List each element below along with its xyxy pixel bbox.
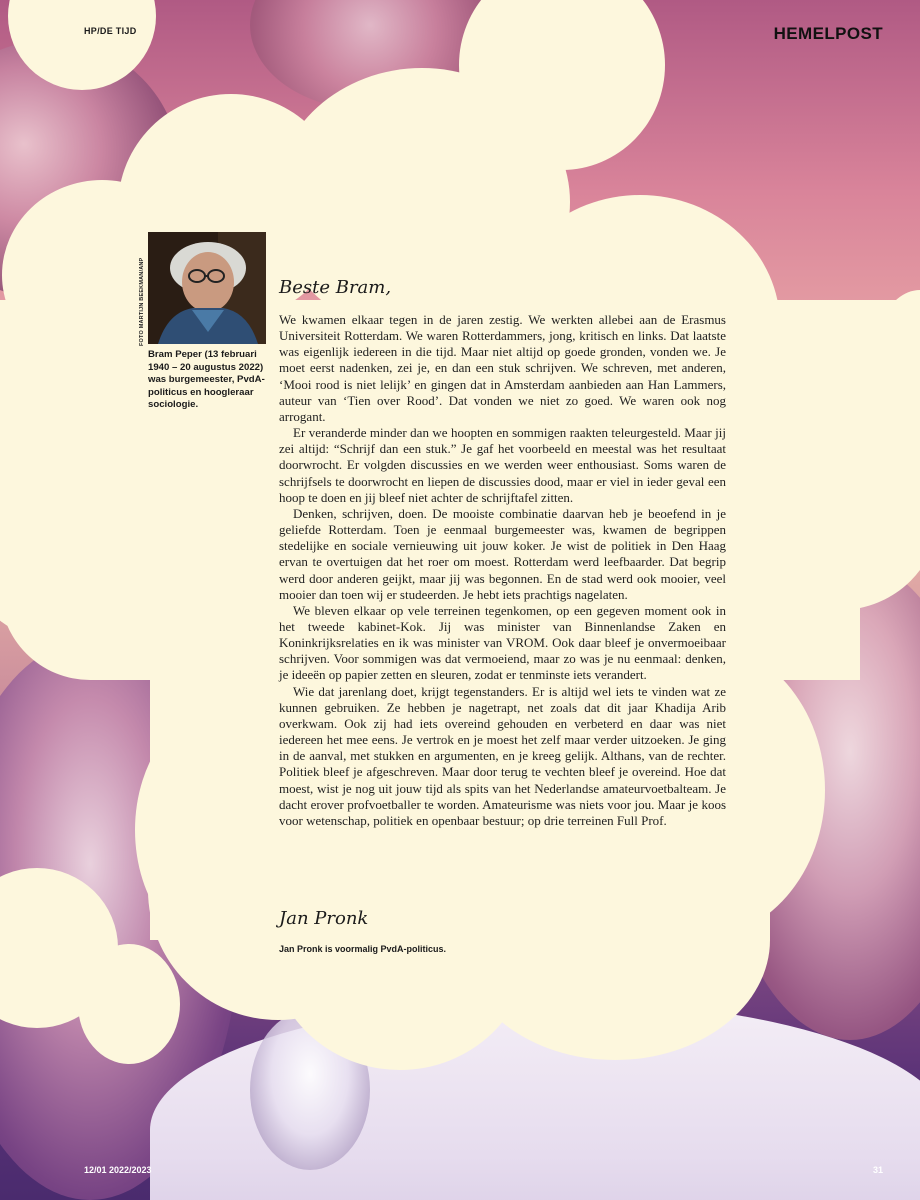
issue-date: 12/01 2022/2023 — [84, 1165, 152, 1175]
section-title: HEMELPOST — [773, 24, 883, 43]
portrait-photo — [148, 232, 266, 344]
letter-paragraph: Denken, schrijven, doen. De mooiste combinatie daarvan heb je beoefend in je geliefde Rotterdam. Toen je eenmaal burgemeester was, kwamen de begrippen stedelijke en sociale vernieuwing uit jouw koker. Je wist de politiek in Den Haag ervan te overtuigen dat het roer om moest. Rotterdam werd leefbaarder. Dat begrip werd door anderen geijkt, maar jij was begonnen. En de stad werd ook mooier, veel mooier dan toen wij er studeerden. Je hebt iets prachtigs nagelaten. — [279, 505, 726, 602]
page-number: 31 — [872, 1165, 883, 1175]
letter-paragraph: We kwamen elkaar tegen in de jaren zestig. We werkten allebei aan de Erasmus Universiteit Rotterdam. We waren Rotterdammers, jong, kritisch en links. Dat laatste was eigenlijk iedereen in die tijd. Maar niet altijd op goede gronden, vonden we. Je moet eerst nadenken, zei je, en dan een stuk schrijven. We schreven, met anderen, ‘Mooi rood is niet lelijk’ en gingen dat in Amsterdam aanbieden aan Han Lammers, auteur van ‘Tien over Rood’. Dat vonden we niet zo goed. We waren ook nog arrogant. — [279, 312, 726, 424]
cloud-lobe — [460, 820, 770, 1060]
cloud-lobe-small — [78, 944, 180, 1064]
letter-signature: Jan Pronk — [279, 908, 369, 929]
photo-caption: Bram Peper (13 februari 1940 – 20 augustus 2022) was burgemeester, PvdA-politicus en hoogleraar sociologie. — [148, 349, 265, 411]
portrait-illustration — [148, 232, 266, 344]
photo-credit — [128, 236, 145, 346]
letter-body — [279, 312, 726, 829]
author-bio: Jan Pronk is voormalig PvdA-politicus. — [279, 944, 447, 954]
publication-name: HP/DE TIJD — [84, 26, 137, 36]
letter-paragraph: Wie dat jarenlang doet, krijgt tegenstanders. Er is altijd wel iets te vinden wat ze kunnen gebruiken. Ze hebben je nagetrapt, net zoals dat dit jaar Khadija Arib overkwam. Ook zij had iets overeind gehouden en verbeterd en daar was niet iedereen het mee eens. Je vertrok en je moest het zelf maar verder uitzoeken. Je ging in de aanval, met stukken en argumenten, en je kreeg gelijk. Althans, van de rechter. Politiek bleef je afgeschreven. Maar door terug te vechten bleef je overeind. Hoe dat moest, wist je nog uit jouw tijd als spits van het Nederlandse amateurvoetbalteam. Je dacht erover profvoetballer te worden. Amateurisme was niets voor jou. Maar je koos voor wetenschap, politiek en openbaar bestuur; op drie terreinen Full Prof. — [279, 683, 726, 828]
letter-paragraph: We bleven elkaar op vele terreinen tegenkomen, op een gegeven moment ook in het tweede kabinet-Kok. Jij was minister van Binnenlandse Zaken en Koninkrijksrelaties en ik was minister van VROM. Ook daar bleef je onvermoeibaar schrijven. Voor sommigen was dat vermoeiend, maar zo was je nu eenmaal: denken, je ideeën op papier zetten en sleuren, zodat er tenminste iets verandert. — [279, 602, 726, 683]
letter-salutation: Beste Bram, — [279, 277, 392, 298]
photo-credit-text: FOTO MARTIJN BEEKMAN/ANP — [139, 257, 145, 346]
letter-paragraph: Er veranderde minder dan we hoopten en sommigen raakten teleurgesteld. Maar jij zei altijd: “Schrijf dan een stuk.” Je gaf het voorbeeld en meestal was het resultaat doorwrocht. Er volgden discussies en we werden weer enthousiast. Soms waren de schrijfsels te doorwrocht en liepen de discussies dood, maar er viel in ieder geval een hoop te doen en jij bleef niet achter de schrijftafel zitten. — [279, 425, 726, 505]
